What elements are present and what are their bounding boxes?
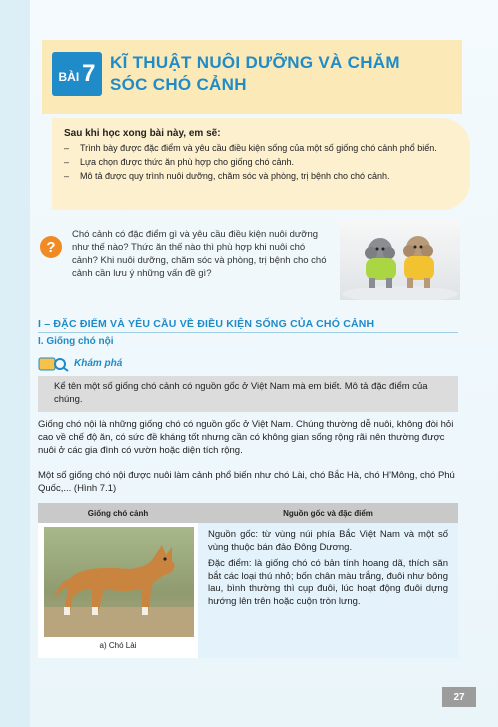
image-caption: a) Chó Lài — [99, 641, 137, 650]
dog-breed-table — [38, 503, 458, 658]
body-paragraph: Một số giống chó nội được nuôi làm cảnh phổ biến như chó Lài, chó Bắc Hà, chó H'Mông, chó Phú Quốc,... (Hình 7.1) — [38, 470, 455, 494]
body-paragraph: Giống chó nội là những giống chó có nguồn gốc ở Việt Nam. Chúng thường dễ nuôi, không đòi hỏi cao về chế độ ăn, có sức đề kháng tốt nhưng cần có không gian sống rộng rãi nên thường được nuôi ở các gia đình có vườn hoặc diện tích rộng. — [38, 419, 454, 456]
page-number: 27 — [442, 687, 476, 707]
table-header-row — [38, 503, 458, 523]
breed-traits-text: Đặc điểm: là giống chó có bản tính hoang dã, thích săn bắt các loại thú nhỏ; bốn chân màu trắng, đuôi như bông lau, bình thường thì cụp đuôi, lúc hoạt động đuôi dựng hướng lên trên hoặc cuộn tròn lưng. — [208, 558, 448, 607]
explore-magnifier-icon — [38, 356, 70, 372]
section-divider — [38, 332, 458, 333]
lesson-number-badge — [52, 52, 102, 96]
lesson-tag-word: BÀI — [58, 70, 80, 84]
table-row — [38, 523, 458, 658]
opening-question: Chó cảnh có đặc điểm gì và yêu cầu điều kiện nuôi dưỡng như thế nào? Thức ăn thế nào thì phù hợp khi nuôi chó cảnh? Khi nuôi dưỡng, chăm sóc và phòng, trị bệnh cho chó cảnh cần lưu ý những vấn đề gì? — [72, 229, 327, 279]
table-header-breed: Giống chó cảnh — [87, 508, 149, 518]
section-title: I – ĐẶC ĐIỂM VÀ YÊU CẦU VỀ ĐIỀU KIỆN SỐNG CỦA CHÓ CẢNH — [38, 318, 375, 330]
table-header-origin: Nguồn gốc và đặc điểm — [283, 508, 373, 518]
breed-image-cell — [38, 523, 198, 658]
breed-description-cell — [198, 523, 458, 658]
poodle-dogs-photo — [340, 220, 460, 300]
subsection-title: I. Giống chó nội — [38, 336, 114, 347]
learning-goals-list — [64, 142, 454, 184]
learning-goals-heading: Sau khi học xong bài này, em sẽ: — [64, 128, 221, 139]
explore-label: Khám phá — [74, 358, 123, 369]
goal-item: – Lựa chọn được thức ăn phù hợp cho giống chó cảnh. — [64, 157, 295, 167]
goal-item: – Mô tả được quy trình nuôi dưỡng, chăm sóc và phòng, trị bệnh cho chó cảnh. — [64, 171, 390, 181]
question-mark-icon: ? — [40, 236, 62, 258]
lai-dog-photo — [44, 527, 194, 637]
lesson-title: KĨ THUẬT NUÔI DƯỠNG VÀ CHĂM SÓC CHÓ CẢNH — [110, 53, 400, 94]
goal-item: – Trình bày được đặc điểm và yêu cầu điều kiện sống của một số giống chó cảnh phổ biến. — [64, 143, 437, 153]
lesson-tag-number: 7 — [82, 60, 96, 87]
breed-origin-text: Nguồn gốc: từ vùng núi phía Bắc Việt Nam và một số vùng thuộc bán đảo Đông Dương. — [208, 529, 448, 553]
explore-prompt: Kể tên một số giống chó cảnh có nguồn gốc ở Việt Nam mà em biết. Mô tả đặc điểm của chúng. — [38, 376, 458, 412]
left-margin-band — [0, 0, 30, 727]
